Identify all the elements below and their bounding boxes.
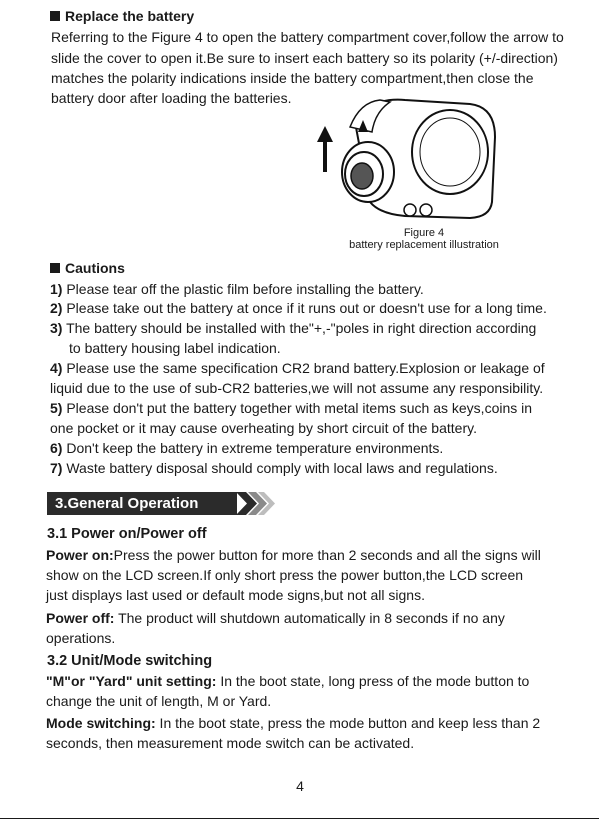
caution-item-4-cont: liquid due to the use of sub-CR2 batteries,we will not assume any responsibility. xyxy=(50,380,544,396)
power-on-label: Power on: xyxy=(46,547,114,563)
caution-text: Please don't put the battery together with metal items such as keys,coins in xyxy=(62,400,533,416)
caution-item-7 xyxy=(50,458,498,478)
footer-divider xyxy=(0,818,599,819)
section-title-banner: 3.General Operation xyxy=(47,492,237,515)
battery-line-4: battery door after loading the batteries. xyxy=(51,90,292,106)
device-window xyxy=(412,110,488,194)
mode-switching-line-2: seconds, then measurement mode switch can be activated. xyxy=(46,735,415,751)
power-on-line-3: just displays last used or default mode signs,but not all signs. xyxy=(46,587,425,603)
caution-text: Please tear off the plastic film before installing the battery. xyxy=(62,281,424,297)
power-off-label: Power off: xyxy=(46,610,115,626)
battery-line-1: Referring to the Figure 4 to open the battery compartment cover,follow the arrow to xyxy=(51,29,564,45)
power-off-text: The product will shutdown automatically in 8 seconds if no any xyxy=(114,610,505,626)
square-bullet-icon xyxy=(50,11,60,21)
cautions-heading xyxy=(50,258,125,278)
cautions-heading-text: Cautions xyxy=(65,260,125,276)
caution-number: 7) xyxy=(50,460,63,476)
caution-item-4 xyxy=(50,358,545,378)
caution-item-1 xyxy=(50,279,424,299)
caution-number: 6) xyxy=(50,440,63,456)
mode-switching-label: Mode switching: xyxy=(46,715,156,731)
caution-item-5-cont: one pocket or it may cause overheating by short circuit of the battery. xyxy=(50,420,477,436)
rangefinder-battery-illustration xyxy=(310,92,510,227)
mode-switching-text: In the boot state, press the mode button and keep less than 2 xyxy=(155,715,541,731)
power-off-line-1 xyxy=(46,608,505,628)
unit-setting-line-2: change the unit of length, M or Yard. xyxy=(46,693,272,709)
battery-line-2: slide the cover to open it.Be sure to insert each battery so its polarity (+/-direction) xyxy=(51,50,558,66)
battery-heading xyxy=(50,6,194,26)
square-bullet-icon xyxy=(50,263,60,273)
caution-number: 4) xyxy=(50,360,63,376)
power-on-line-2: show on the LCD screen.If only short press the power button,the LCD screen xyxy=(46,567,524,583)
caution-text: Waste battery disposal should comply with local laws and regulations. xyxy=(62,460,498,476)
power-button-icon xyxy=(404,204,416,216)
caution-number: 2) xyxy=(50,300,63,316)
caution-text: Don't keep the battery in extreme temperature environments. xyxy=(62,440,444,456)
caution-item-5 xyxy=(50,398,532,418)
power-on-text: Press the power button for more than 2 seconds and all the signs will xyxy=(113,547,541,563)
caution-text: The battery should be installed with the"+,-"poles in right direction according xyxy=(62,320,537,336)
caution-number: 1) xyxy=(50,281,63,297)
page-number: 4 xyxy=(296,778,304,794)
unit-setting-label: "M"or "Yard" unit setting: xyxy=(46,673,217,689)
power-on-line-1 xyxy=(46,545,541,565)
double-chevron-icon xyxy=(236,492,276,515)
figure-caption: battery replacement illustration xyxy=(349,239,499,251)
battery-line-3: matches the polarity indications inside the battery compartment,then close the xyxy=(51,70,534,86)
battery-heading-text: Replace the battery xyxy=(65,8,195,24)
unit-mode-heading: 3.2 Unit/Mode switching xyxy=(47,653,213,669)
power-heading: 3.1 Power on/Power off xyxy=(47,526,207,542)
caution-item-3 xyxy=(50,318,536,338)
caution-number: 5) xyxy=(50,400,63,416)
caution-number: 3) xyxy=(50,320,63,336)
unit-setting-line-1 xyxy=(46,671,529,691)
unit-setting-text: In the boot state, long press of the mode button to xyxy=(216,673,530,689)
caution-text: Please use the same specification CR2 brand battery.Explosion or leakage of xyxy=(62,360,545,376)
caution-item-2 xyxy=(50,298,547,318)
lens-glass xyxy=(351,163,373,189)
caution-text: Please take out the battery at once if it runs out or doesn't use for a long time. xyxy=(62,300,547,316)
mode-switching-line-1 xyxy=(46,713,540,733)
figure-title: Figure 4 xyxy=(403,227,445,239)
power-off-line-2: operations. xyxy=(46,630,116,646)
caution-item-3-cont: to battery housing label indication. xyxy=(69,340,281,356)
caution-item-6 xyxy=(50,438,443,458)
mode-button-icon xyxy=(420,204,432,216)
arrow-up-icon xyxy=(317,126,333,142)
